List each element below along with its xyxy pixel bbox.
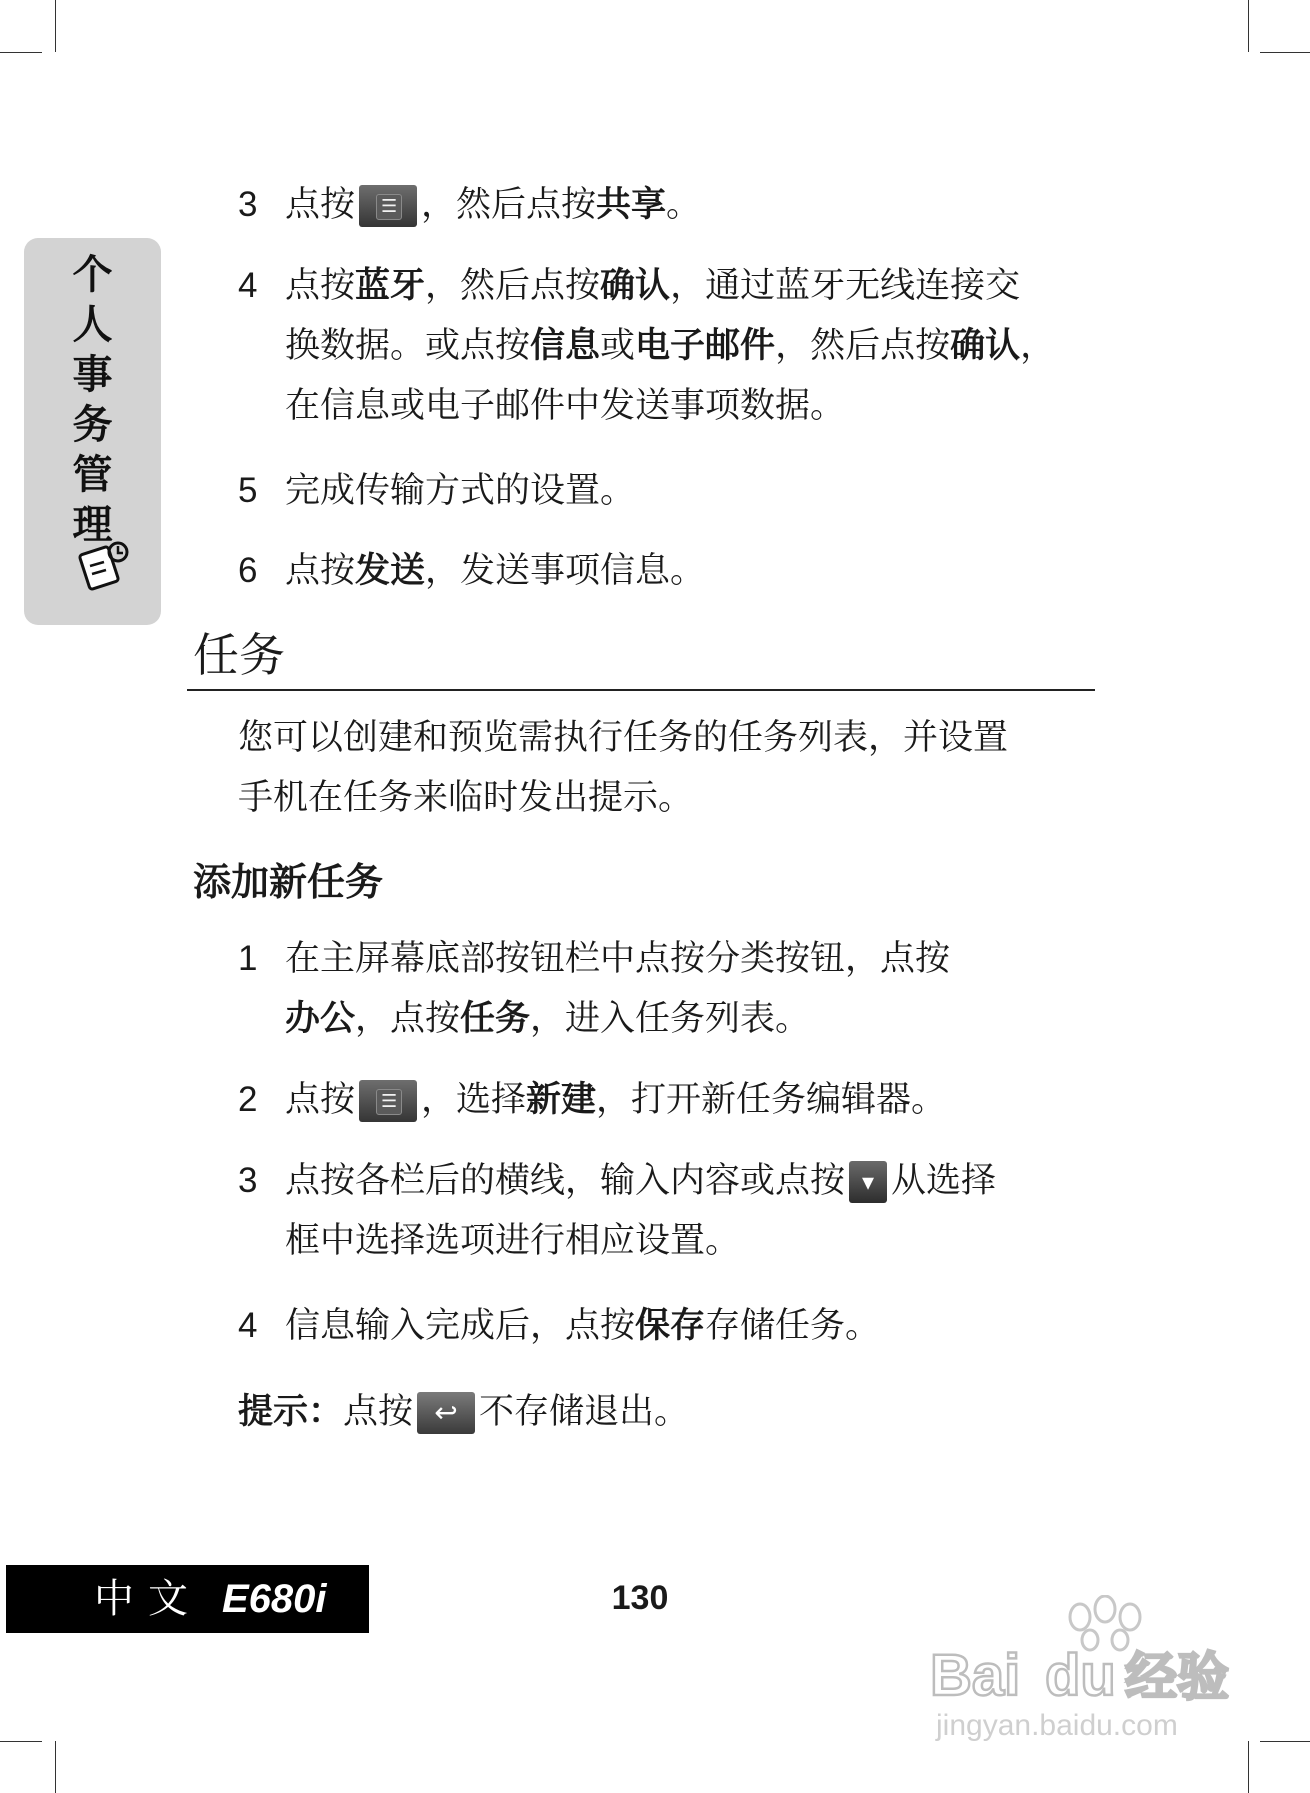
step-keyword: 确认 bbox=[950, 326, 1021, 366]
step-text: ，通过蓝牙无线连接交 bbox=[670, 266, 1021, 306]
step-text: 点按 bbox=[285, 1080, 356, 1120]
crop-mark-bottom-left-v bbox=[55, 1741, 56, 1793]
step-number: 1 bbox=[238, 939, 258, 978]
side-tab-char: 个 bbox=[72, 251, 113, 298]
step-text: 或 bbox=[600, 326, 636, 366]
tip-label: 提示： bbox=[238, 1392, 344, 1432]
step-number: 6 bbox=[238, 551, 258, 590]
crop-mark-bottom-right-h bbox=[1260, 1741, 1310, 1742]
step-keyword: 信息 bbox=[530, 326, 601, 366]
crop-mark-top-right-v bbox=[1248, 0, 1249, 52]
step-text: ，打开新任务编辑器。 bbox=[596, 1080, 947, 1120]
subsection-title: 添加新任务 bbox=[193, 859, 384, 904]
step-keyword: 保存 bbox=[635, 1306, 706, 1346]
step-text: 点按 bbox=[285, 185, 356, 225]
side-tab-char: 务 bbox=[72, 401, 113, 448]
crop-mark-bottom-right-v bbox=[1248, 1741, 1249, 1793]
step-text: 点按各栏后的横线，输入内容或点按 bbox=[285, 1161, 846, 1201]
crop-mark-bottom-left-h bbox=[0, 1741, 42, 1742]
step-number: 3 bbox=[238, 185, 258, 224]
step-keyword: 任务 bbox=[460, 999, 531, 1039]
step-number: 4 bbox=[238, 266, 258, 305]
step-text: 存储任务。 bbox=[705, 1306, 881, 1346]
tip-text: 不存储退出。 bbox=[479, 1392, 690, 1432]
step-number: 2 bbox=[238, 1080, 258, 1119]
section-paragraph: 您可以创建和预览需执行任务的任务列表，并设置 bbox=[238, 718, 1009, 758]
step-number: 5 bbox=[238, 471, 258, 510]
footer-language: 中文 bbox=[94, 1576, 202, 1622]
side-tab-char: 管 bbox=[72, 451, 113, 498]
step-number: 3 bbox=[238, 1161, 258, 1200]
side-tab-char: 理 bbox=[72, 501, 113, 548]
step-item bbox=[238, 1150, 996, 1212]
tip-text: 点按 bbox=[343, 1392, 414, 1432]
side-tab-char: 人 bbox=[72, 301, 113, 348]
back-arrow-icon: ↩ bbox=[417, 1392, 475, 1434]
step-text: 点按 bbox=[285, 551, 356, 591]
step-keyword: 新建 bbox=[526, 1080, 597, 1120]
step-keyword: 确认 bbox=[600, 266, 671, 306]
step-text: 换数据。或点按 bbox=[285, 326, 531, 366]
step-item bbox=[238, 460, 635, 522]
section-divider bbox=[187, 689, 1095, 691]
crop-mark-top-right-h bbox=[1260, 52, 1310, 53]
step-text: ，发送事项信息。 bbox=[425, 551, 706, 591]
dropdown-arrow-icon: ▾ bbox=[849, 1161, 887, 1203]
notepad-icon bbox=[78, 536, 134, 592]
tip-note bbox=[238, 1381, 689, 1443]
menu-icon: ☰ bbox=[359, 1080, 417, 1122]
watermark-url: jingyan.baidu.com bbox=[936, 1709, 1178, 1742]
step-item bbox=[238, 1295, 880, 1357]
step-number: 4 bbox=[238, 1306, 258, 1345]
step-text: 点按 bbox=[285, 266, 356, 306]
step-item bbox=[238, 255, 1020, 317]
side-tab-char: 事 bbox=[72, 351, 113, 398]
step-keyword: 发送 bbox=[355, 551, 426, 591]
crop-mark-top-left-h bbox=[0, 52, 42, 53]
step-text: ，然后点按 bbox=[425, 266, 601, 306]
step-keyword: 办公 bbox=[285, 999, 356, 1039]
step-text: ，然后点按 bbox=[775, 326, 951, 366]
step-keyword: 蓝牙 bbox=[355, 266, 426, 306]
step-continuation: 框中选择选项进行相应设置。 bbox=[285, 1221, 741, 1261]
step-item bbox=[238, 174, 701, 236]
step-continuation bbox=[285, 988, 810, 1050]
step-text: ，点按 bbox=[355, 999, 461, 1039]
section-title: 任务 bbox=[193, 628, 285, 682]
step-item bbox=[238, 540, 705, 602]
step-text: 信息输入完成后，点按 bbox=[285, 1306, 636, 1346]
menu-icon: ☰ bbox=[359, 185, 417, 227]
step-text: ，进入任务列表。 bbox=[530, 999, 811, 1039]
step-continuation bbox=[285, 315, 1055, 377]
step-text: ， bbox=[1020, 326, 1056, 366]
page-number: 130 bbox=[611, 1579, 669, 1617]
step-item bbox=[238, 1069, 946, 1131]
step-keyword: 电子邮件 bbox=[635, 326, 776, 366]
watermark-text: du bbox=[1045, 1643, 1116, 1708]
watermark-text: 经验 bbox=[1125, 1648, 1230, 1708]
step-text: 完成传输方式的设置。 bbox=[285, 471, 636, 511]
section-paragraph: 手机在任务来临时发出提示。 bbox=[238, 778, 694, 818]
step-text: ，然后点按 bbox=[421, 185, 597, 225]
footer-model: E680i bbox=[222, 1577, 327, 1621]
watermark-text: Bai bbox=[930, 1643, 1021, 1708]
step-text: ，选择 bbox=[421, 1080, 527, 1120]
footer-bar bbox=[6, 1565, 369, 1633]
crop-mark-top-left-v bbox=[55, 0, 56, 52]
step-text: 从选择 bbox=[891, 1161, 997, 1201]
step-text: 。 bbox=[666, 185, 702, 225]
step-item bbox=[238, 928, 950, 990]
step-keyword: 共享 bbox=[596, 185, 667, 225]
step-text: 在主屏幕底部按钮栏中点按分类按钮，点按 bbox=[285, 939, 951, 979]
step-continuation: 在信息或电子邮件中发送事项数据。 bbox=[285, 386, 846, 426]
baidu-watermark bbox=[930, 1595, 1260, 1745]
